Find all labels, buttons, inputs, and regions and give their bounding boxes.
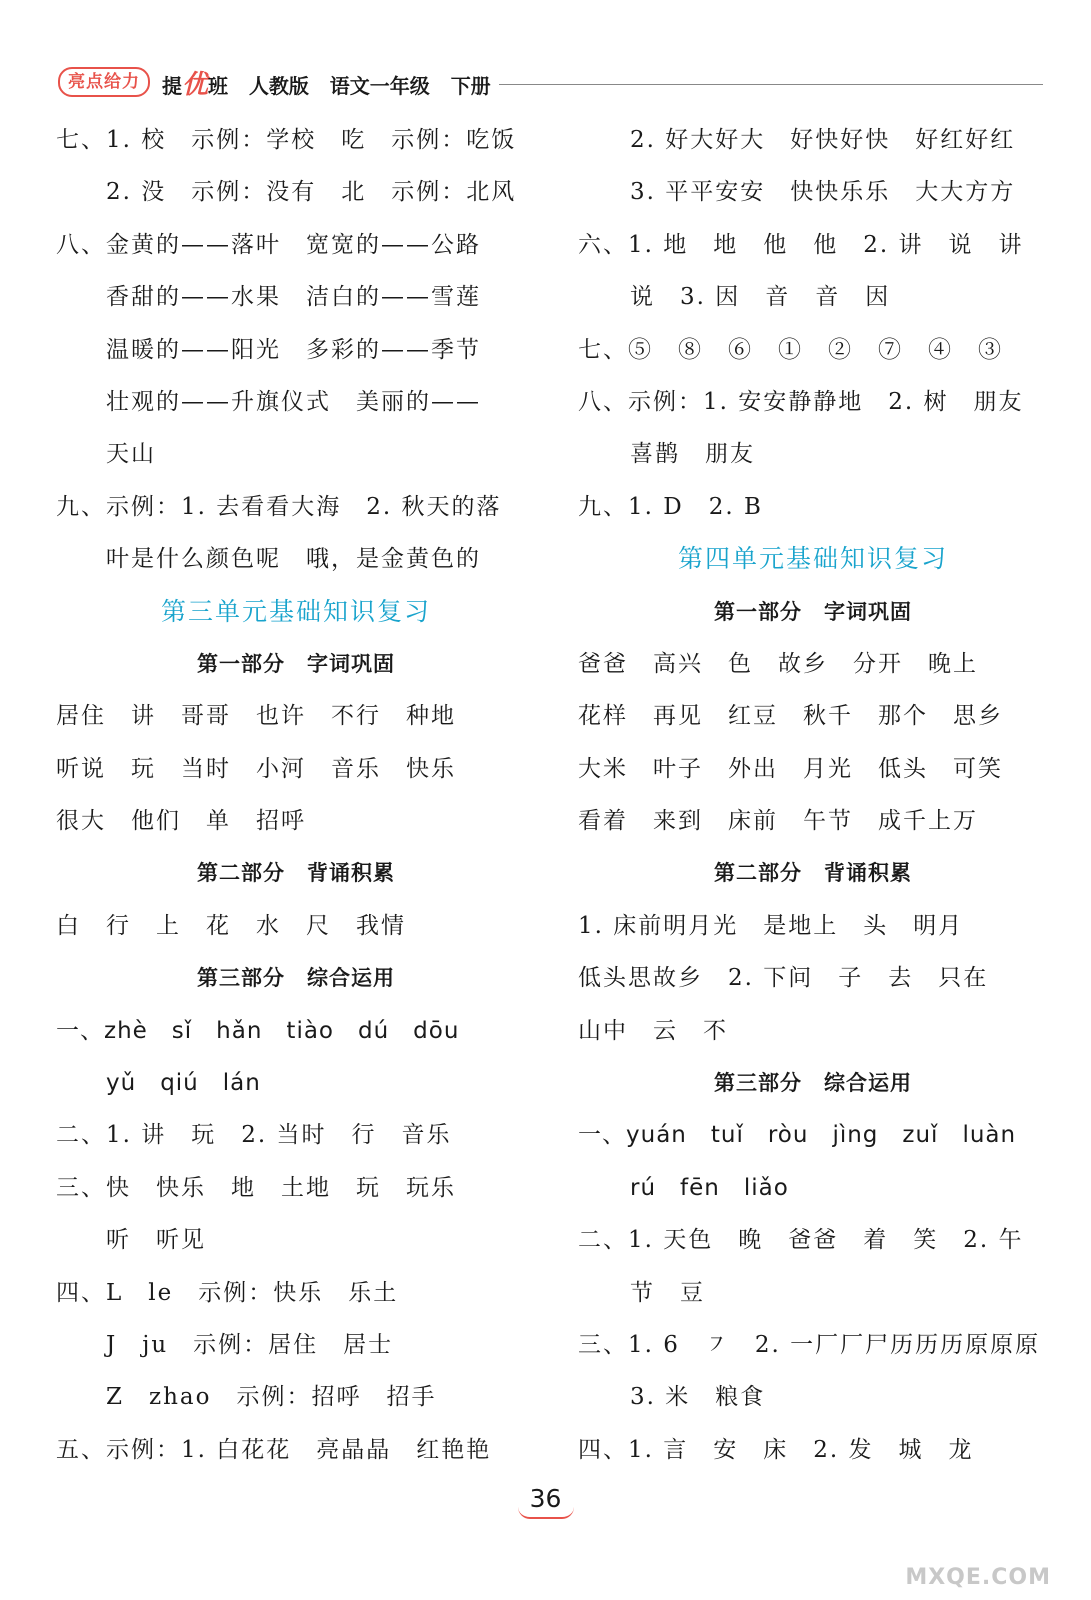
answer-line: 三、1. 6 ㇇ 2. 一厂厂尸历历历原原原 [578,1331,1041,1358]
answer-line: 节 豆 [630,1279,705,1306]
unit-title: 第四单元基础知识复习 [677,544,948,574]
brand-prefix: 提 [162,73,182,98]
answer-line: 花样 再见 红豆 秋千 那个 思乡 [578,703,1003,730]
answer-line: 低头思故乡 2. 下问 子 去 只在 [578,965,989,992]
answer-line: 大米 叶子 外出 月光 低头 可笑 [578,755,1003,782]
answer-line: 山中 云 不 [578,1017,728,1044]
answer-line: 五、示例：1. 白花花 亮晶晶 红艳艳 [56,1436,492,1463]
answer-line: 二、1. 讲 玩 2. 当时 行 音乐 [56,1122,452,1149]
answer-line: 天山 [106,441,156,468]
answer-line: 居住 讲 哥哥 也许 不行 种地 [56,703,456,730]
answer-line: 3. 米 粮食 [630,1384,766,1411]
part-heading: 第三部分 综合运用 [714,1071,912,1096]
edition: 人教版 [248,73,309,98]
answer-line: 三、快 快乐 地 土地 玩 玩乐 [56,1174,456,1201]
brand-logo: 亮点给力 [58,67,150,97]
answer-line: 喜鹊 朋友 [630,441,755,468]
answer-line: 六、1. 地 地 他 他 2. 讲 说 讲 [578,231,1024,258]
answer-line: 看着 来到 床前 午节 成千上万 [578,808,978,835]
book-title [162,64,491,101]
answer-line: yǔ qiú lán [106,1070,261,1097]
answer-line: 八、金黄的——落叶 宽宽的——公路 [56,231,481,258]
answer-line: 爸爸 高兴 色 故乡 分开 晚上 [578,650,978,677]
page-number [0,1484,1091,1519]
answer-line: 3. 平平安安 快快乐乐 大大方方 [630,179,1016,206]
brand-highlight: 优 [182,69,209,100]
answer-line: 壮观的——升旗仪式 美丽的—— [106,388,481,415]
answer-line: 2. 没 示例：没有 北 示例：北风 [106,179,517,206]
answer-line: J ju 示例：居住 居士 [106,1331,394,1358]
part-heading: 第二部分 背诵积累 [197,861,395,886]
part-heading: 第三部分 综合运用 [197,966,395,991]
answer-line: 叶是什么颜色呢 哦，是金黄色的 [106,546,481,573]
answer-line: 一、yuán tuǐ ròu jìng zuǐ luàn [578,1122,1017,1149]
volume: 下册 [450,73,491,98]
answer-line: 一、zhè sǐ hǎn tiào dú dōu [56,1017,460,1044]
answer-line: Z zhao 示例：招呼 招手 [106,1384,437,1411]
answer-line: 1. 床前明月光 是地上 头 明月 [578,912,964,939]
answer-line: 白 行 上 花 水 尺 我情 [56,912,406,939]
subject: 语文一年级 [329,73,430,98]
answer-line: 很大 他们 单 招呼 [56,808,306,835]
answer-line: 四、L le 示例：快乐 乐土 [56,1279,399,1306]
answer-line: 四、1. 言 安 床 2. 发 城 龙 [578,1436,974,1463]
answer-line: 九、示例：1. 去看看大海 2. 秋天的落 [56,493,502,520]
unit-title: 第三单元基础知识复习 [160,596,431,626]
header-rule [499,84,1043,85]
answer-line: 七、⑤ ⑧ ⑥ ① ② ⑦ ④ ③ [578,336,1003,363]
answer-line: 温暖的——阳光 多彩的——季节 [106,336,481,363]
part-heading: 第二部分 背诵积累 [714,861,912,886]
answer-line: rú fēn liǎo [630,1174,789,1201]
answer-line: 二、1. 天色 晚 爸爸 着 笑 2. 午 [578,1227,1024,1254]
answer-line: 九、1. D 2. B [578,493,763,520]
answer-line: 七、1. 校 示例：学校 吃 示例：吃饭 [56,127,517,153]
right-column [578,114,1048,1476]
answer-line: 听说 玩 当时 小河 音乐 快乐 [56,755,456,782]
page-number-text: 36 [529,1484,562,1513]
answer-line: 听 听见 [106,1227,206,1254]
part-heading: 第一部分 字词巩固 [714,599,912,624]
answer-line: 八、示例：1. 安安静静地 2. 树 朋友 [578,388,1024,415]
brand-suffix: 班 [208,73,229,98]
answer-line: 香甜的——水果 洁白的——雪莲 [106,284,481,311]
answer-line: 说 3. 因 音 音 因 [630,284,891,311]
left-column [56,114,536,1476]
watermark: MXQE.COM [905,1565,1051,1590]
part-heading: 第一部分 字词巩固 [197,651,395,676]
answer-line: 2. 好大好大 好快好快 好红好红 [630,127,1016,153]
page-header [58,62,1043,102]
